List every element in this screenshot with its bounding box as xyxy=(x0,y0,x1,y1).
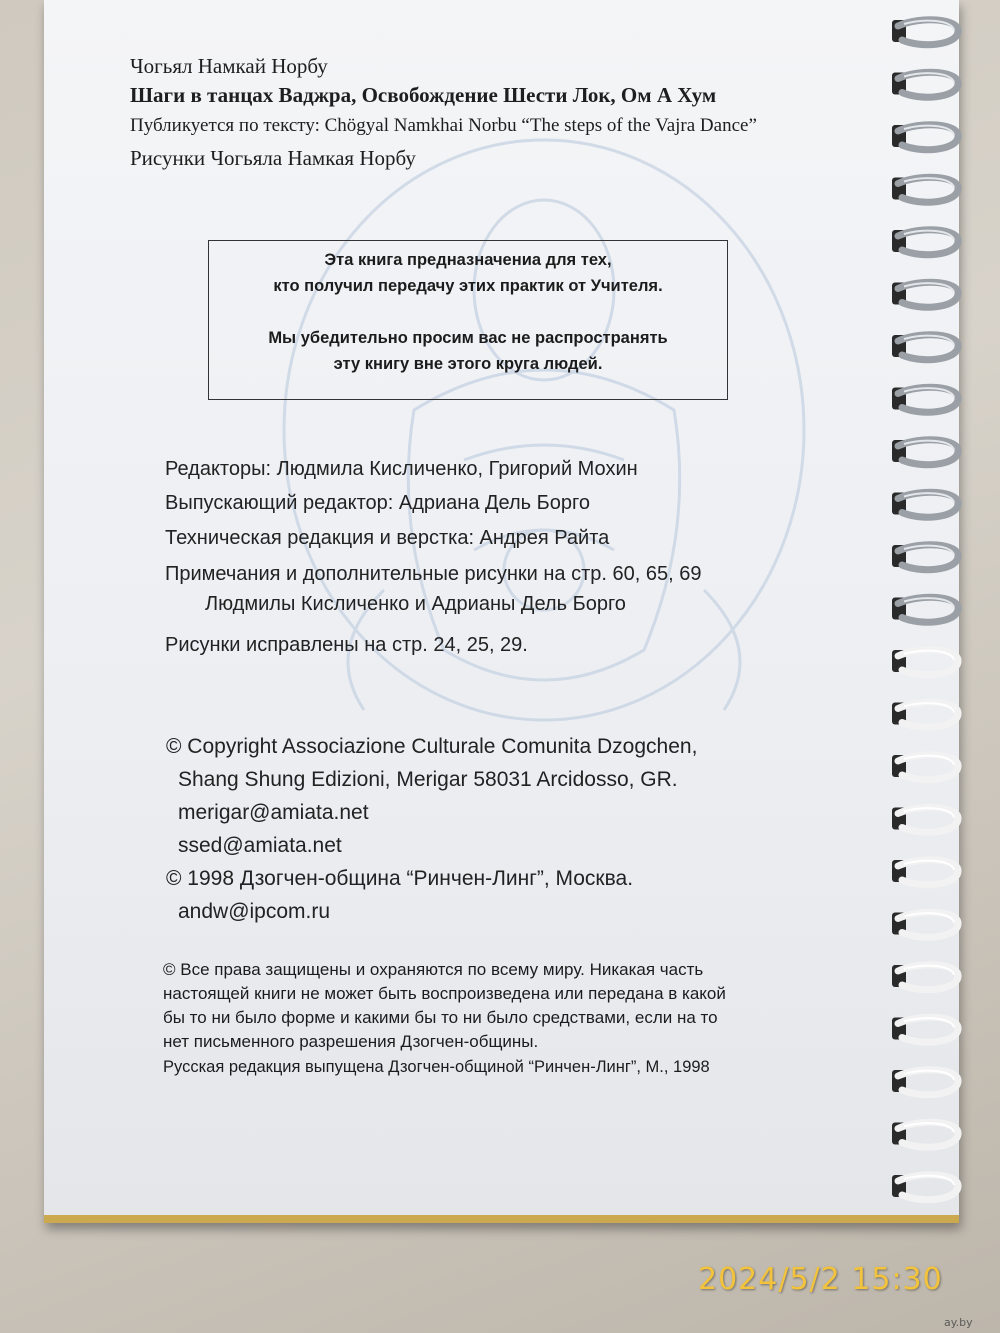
spiral-binding xyxy=(880,0,1000,1260)
binding-coil xyxy=(892,755,958,780)
rights-paragraph xyxy=(163,958,803,1054)
copyright-line-3: © 1998 Дзогчен-община “Ринчен-Линг”, Москва. xyxy=(166,867,634,890)
rights-line-4: нет письменного разрешения Дзогчен-общины. xyxy=(163,1032,539,1051)
binding-coil xyxy=(892,1175,958,1200)
binding-coil xyxy=(892,1017,958,1042)
layout-credit: Техническая редакция и верстка: Андрея Райта xyxy=(165,527,610,549)
drawings-credit: Рисунки Чогьяла Намкая Норбу xyxy=(130,146,416,170)
email-ssed: ssed@amiata.net xyxy=(178,834,342,857)
binding-coil xyxy=(892,282,958,307)
binding-coil xyxy=(892,20,958,45)
copyright-line-2: Shang Shung Edizioni, Merigar 58031 Arcidosso, GR. xyxy=(178,768,678,791)
rights-line-3: бы то ни было форме и какими бы то ни было средствами, если на то xyxy=(163,1008,718,1027)
rights-line-2: настоящей книги не может быть воспроизведена или передана в какой xyxy=(163,984,726,1003)
site-watermark: ay.by xyxy=(944,1316,973,1329)
editors-credit: Редакторы: Людмила Кисличенко, Григорий Мохин xyxy=(165,458,638,480)
binding-coil xyxy=(892,597,958,622)
managing-editor-credit: Выпускающий редактор: Адриана Дель Борго xyxy=(165,492,591,514)
binding-coil xyxy=(892,387,958,412)
notice-line-3: Мы убедительно просим вас не распространять xyxy=(268,329,668,347)
binding-coil xyxy=(892,545,958,570)
photo-timestamp: 2024/5/2 15:30 xyxy=(698,1262,943,1297)
binding-coil xyxy=(892,1070,958,1095)
notice-box xyxy=(208,240,728,400)
binding-coil xyxy=(892,440,958,465)
binding-coil xyxy=(892,807,958,832)
binding-coil xyxy=(892,912,958,937)
notes-credit: Примечания и дополнительные рисунки на стр. 60, 65, 69 xyxy=(165,563,702,585)
rights-line-1: © Все права защищены и охраняются по всему миру. Никакая часть xyxy=(163,960,704,979)
copyright-line-1: © Copyright Associazione Culturale Comunita Dzogchen, xyxy=(166,735,698,758)
edition-note: Русская редакция выпущена Дзогчен-общиной “Ринчен-Линг”, М., 1998 xyxy=(163,1058,710,1076)
corrected-pages-note: Рисунки исправлены на стр. 24, 25, 29. xyxy=(165,634,528,656)
email-andw: andw@ipcom.ru xyxy=(178,900,331,923)
source-line: Публикуется по тексту: Chögyal Namkhai Norbu “The steps of the Vajra Dance” xyxy=(130,115,757,136)
notice-line-2: кто получил передачу этих практик от Учителя. xyxy=(273,277,663,295)
binding-coil xyxy=(892,125,958,150)
binding-coil xyxy=(892,965,958,990)
notice-line-4: эту книгу вне этого круга людей. xyxy=(333,355,603,373)
binding-coil xyxy=(892,860,958,885)
binding-coil xyxy=(892,650,958,675)
binding-coil xyxy=(892,492,958,517)
binding-coil xyxy=(892,72,958,97)
binding-coil xyxy=(892,335,958,360)
email-merigar: merigar@amiata.net xyxy=(178,801,369,824)
binding-coil xyxy=(892,1122,958,1147)
binding-coil xyxy=(892,230,958,255)
notice-line-1: Эта книга предназначениа для тех, xyxy=(324,251,612,269)
binding-coil xyxy=(892,702,958,727)
book-title: Шаги в танцах Ваджра, Освобождение Шести Лок, Ом А Хум xyxy=(130,83,717,107)
binding-coil xyxy=(892,177,958,202)
notes-credit-names: Людмилы Кисличенко и Адрианы Дель Борго xyxy=(205,593,626,615)
author-line: Чогьял Намкай Норбу xyxy=(130,54,328,78)
